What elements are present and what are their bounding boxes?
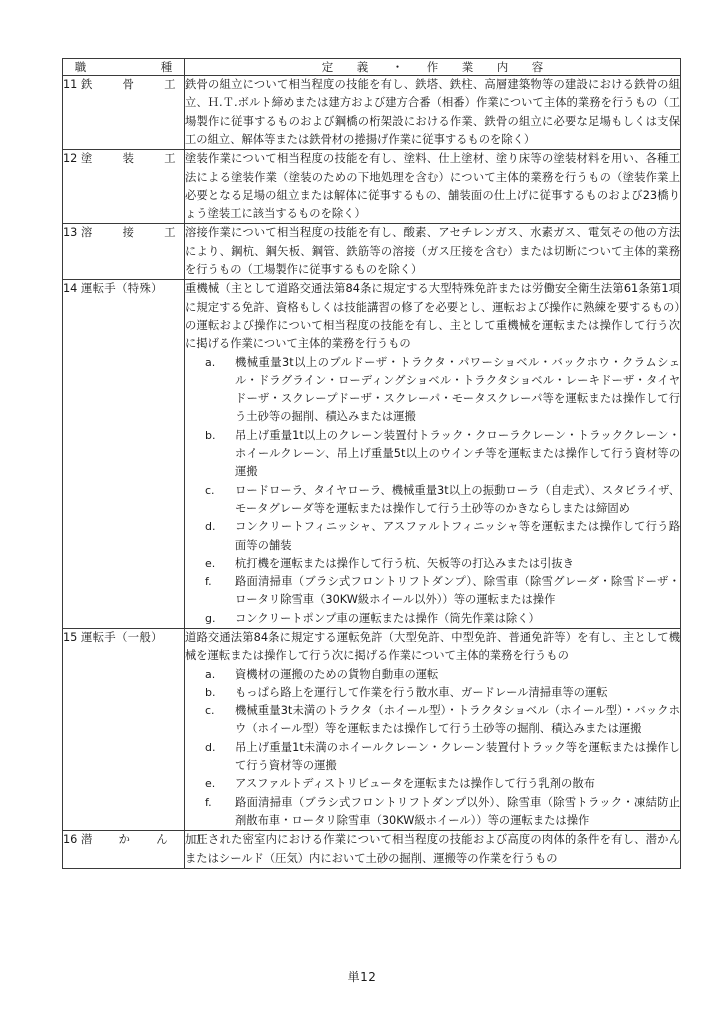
list-item-marker: a.	[205, 355, 216, 369]
list-item-marker: c.	[205, 483, 215, 497]
list-item	[205, 666, 680, 684]
column-header-job-type	[63, 59, 185, 76]
job-name: 運転手（特殊）	[81, 282, 163, 296]
job-number: 15	[63, 631, 78, 644]
definition-paragraph: 鉄骨の組立について相当程度の技能を有し、鉄塔、鉄柱、高層建築物等の建設における鉄骨の組立、Ｈ.Ｔ.ボルト締めまたは建方および建方合番（相番）作業について主体的業務を行うもの（工場製作に従事するものおよび鋼橋の桁架設における作業、鉄骨の組立に必要な足場もしくは支保工の組立、解体等または鉄骨材の捲揚げ作業に従事するものを除く）	[185, 78, 680, 146]
definition-sublist	[185, 354, 680, 628]
list-item	[205, 684, 680, 702]
definition-cell	[185, 831, 681, 869]
job-type-cell	[63, 150, 185, 224]
job-type-cell	[63, 76, 185, 150]
definition-sublist	[185, 666, 680, 831]
column-header-definition	[185, 59, 681, 76]
list-item-marker: a.	[205, 667, 216, 681]
job-name: 塗 装 工	[81, 152, 185, 166]
list-item-marker: e.	[205, 556, 216, 570]
list-item-text: 機械重量3t以上のブルドーザ・トラクタ・パワーショベル・バックホウ・クラムシェル・ドラグライン・ローディングショベル・トラクタショベル・レーキドーザ・タイヤドーザ・スクレープドーザ・スクレーパ・モータスクレーパ等を運転または操作して行う土砂等の掘削、積込みまたは運搬	[235, 355, 680, 424]
job-number: 14	[63, 282, 78, 296]
table-header-row	[63, 59, 681, 76]
list-item	[205, 739, 680, 776]
job-type-cell	[63, 629, 185, 831]
definition-paragraph: 道路交通法第84条に規定する運転免許（大型免許、中型免許、普通免許等）を有し、主として機械を運転または操作して行う次に掲げる作業について主体的業務を行うもの	[185, 631, 680, 663]
list-item-text: 路面清掃車（ブラシ式フロントリフトダンプ）、除雪車（除雪グレーダ・除雪ドーザ・ロータリ除雪車（30KW級ホイール以外））等の運転または操作	[235, 575, 680, 607]
list-item	[205, 555, 680, 573]
list-item-text: 吊上げ重量1t以上のクレーン装置付トラック・クローラクレーン・トラッククレーン・ホイールクレーン、吊上げ重量5t以上のウインチ等を運転または操作して行う資材等の運搬	[235, 428, 680, 479]
job-number: 16	[63, 833, 78, 847]
list-item-text: 杭打機を運転または操作して行う杭、矢板等の打込みまたは引抜き	[235, 556, 574, 570]
job-name: 運転手（一般）	[81, 631, 163, 644]
list-item-marker: f.	[205, 575, 212, 589]
table-row	[63, 629, 681, 831]
table-row	[63, 224, 681, 280]
list-item-text: 路面清掃車（ブラシ式フロントリフトダンプ以外）、除雪車（除雪トラック・凍結防止剤散布車・ロータリ除雪車（30KW級ホイール））等の運転または操作	[235, 795, 680, 827]
definition-cell	[185, 629, 681, 831]
job-definition-table	[62, 58, 681, 869]
definition-cell	[185, 224, 681, 280]
definition-cell	[185, 150, 681, 224]
job-number: 13	[63, 226, 78, 240]
job-name: 鉄 骨 工	[81, 78, 185, 92]
list-item-text: コンクリートフィニッシャ、アスファルトフィニッシャ等を運転または操作して行う路面等の舗装	[235, 520, 680, 552]
list-item-text: アスファルトディストリビュータを運転または操作して行う乳剤の散布	[235, 777, 595, 791]
list-item	[205, 427, 680, 482]
list-item-marker: g.	[205, 611, 216, 625]
job-number: 12	[63, 152, 78, 166]
list-item-marker: f.	[205, 795, 212, 809]
list-item	[205, 775, 680, 793]
job-name: 溶 接 工	[81, 226, 185, 240]
list-item-text: 吊上げ重量1t未満のホイールクレーン・クレーン装置付トラック等を運転または操作して行う資材等の運搬	[235, 740, 680, 773]
table-row	[63, 150, 681, 224]
list-item-marker: c.	[205, 704, 215, 718]
list-item-text: コンクリートポンプ車の運転または操作（筒先作業は除く）	[235, 611, 540, 625]
table-body	[63, 76, 681, 869]
definition-paragraph: 重機械（主として道路交通法第84条に規定する大型特殊免許または労働安全衛生法第61条第1項に規定する免許、資格もしくは技能講習の修了を必要とし、運転および操作に熟練を要するもの）の運転および操作について相当程度の技能を有し、主として重機械を運転または操作して行う次に掲げる作業について主体的業務を行うもの	[185, 282, 680, 351]
table-header	[63, 59, 681, 76]
table-row	[63, 76, 681, 150]
list-item-marker: d.	[205, 520, 216, 534]
job-type-cell	[63, 831, 213, 869]
list-item-marker: b.	[205, 685, 216, 699]
list-item	[205, 518, 680, 555]
list-item-marker: d.	[205, 740, 216, 754]
job-type-cell	[63, 224, 185, 280]
list-item-text: 資機材の運搬のための貨物自動車の運転	[235, 667, 439, 681]
definition-paragraph: 溶接作業について相当程度の技能を有し、酸素、アセチレンガス、水素ガス、電気その他の方法により、鋼杭、鋼矢板、鋼管、鉄筋等の溶接（ガス圧接を含む）または切断について主体的業務を行うもの（工場製作に従事するものを除く）	[185, 226, 680, 277]
list-item-text: 機械重量3t未満のトラクタ（ホイール型）・トラクタショベル（ホイール型）・バックホウ（ホイール型）等を運転または操作して行う土砂等の掘削、積込みまたは運搬	[235, 704, 680, 736]
list-item	[205, 573, 680, 610]
definition-cell	[185, 76, 681, 150]
list-item-marker: b.	[205, 428, 216, 442]
job-name: 潜 か ん 工	[81, 833, 213, 847]
definition-paragraph: 塗装作業について相当程度の技能を有し、塗料、仕上塗材、塗り床等の塗装材料を用い、各種工法による塗装作業（塗装のための下地処理を含む）について主体的業務を行うもの（塗装作業上必要となる足場の組立または解体に従事するもの、舗装面の仕上げに従事するものおよび23橋りょう塗装工に該当するものを除く）	[185, 152, 680, 221]
list-item	[205, 610, 680, 628]
list-item-text: ロードローラ、タイヤローラ、機械重量3t以上の振動ローラ（自走式）、スタビライザ、モータグレーダ等を運転または操作して行う土砂等のかきならしまたは締固め	[235, 483, 680, 515]
list-item-text: もっぱら路上を運行して作業を行う散水車、ガードレール清掃車等の運転	[235, 685, 608, 699]
definition-paragraph: 加圧された密室内における作業について相当程度の技能および高度の肉体的条件を有し、潜かんまたはシールド（圧気）内において土砂の掘削、運搬等の作業を行うもの	[185, 833, 680, 865]
list-item	[205, 702, 680, 739]
table-row	[63, 280, 681, 629]
job-number: 11	[63, 78, 78, 92]
definition-cell	[185, 280, 681, 629]
table-row	[63, 831, 681, 869]
list-item	[205, 794, 680, 831]
column-header-definition-label: 定 義 ・ 作 業 内 容	[321, 60, 550, 74]
list-item-marker: e.	[205, 777, 216, 791]
page-footer	[0, 968, 724, 985]
page-number-label: 単12	[347, 970, 377, 984]
list-item	[205, 354, 680, 427]
job-type-cell	[63, 280, 185, 629]
list-item	[205, 482, 680, 519]
column-header-job-type-label: 職 種	[74, 60, 183, 74]
